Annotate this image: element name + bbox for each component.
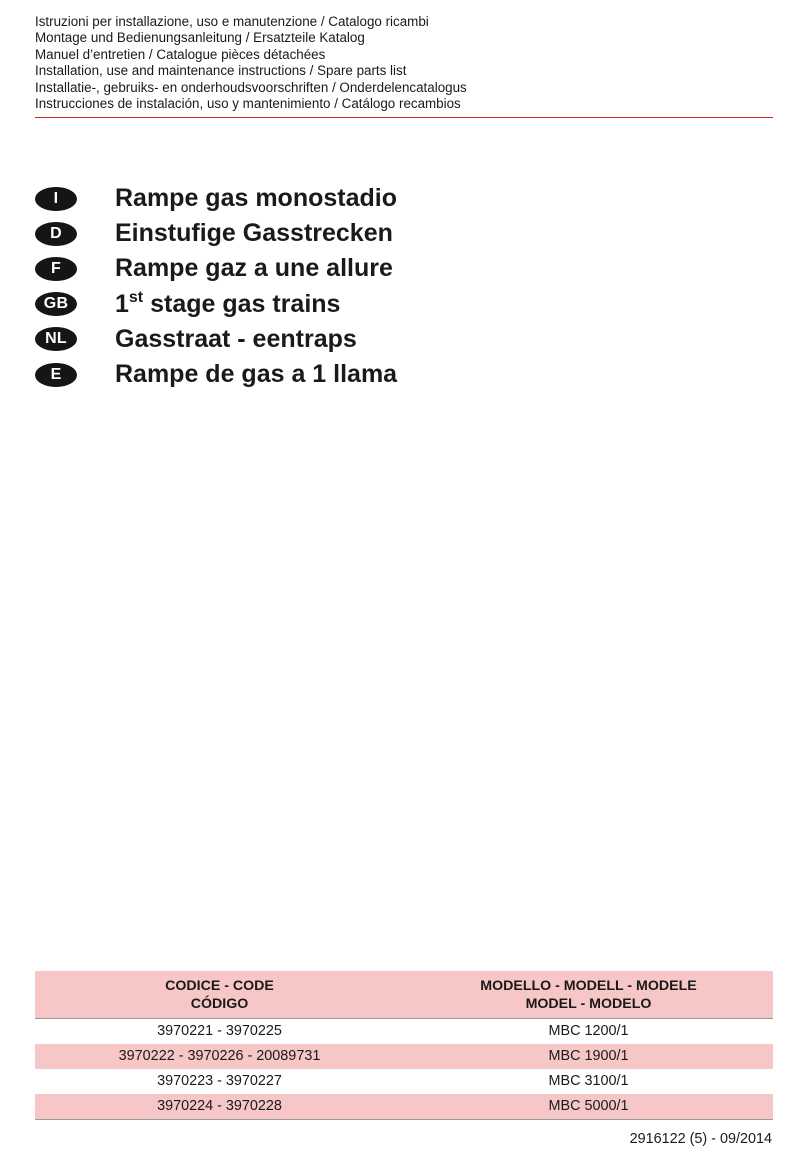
model-code-table [35,971,773,1120]
title-text-nl: Gasstraat - eentraps [115,324,357,353]
title-text-es: Rampe de gas a 1 llama [115,360,398,389]
table-row [35,1069,773,1094]
code-cell: 3970223 - 3970227 [157,1073,282,1089]
code-cell: 3970221 - 3970225 [157,1023,282,1039]
header-line: Installatie-, gebruiks- en onderhoudsvoorschriften / Onderdelencatalogus [35,79,467,95]
code-cell: 3970224 - 3970228 [35,1094,404,1120]
column-header-code [35,971,404,1019]
title-text-de: Einstufige Gasstrecken [115,219,393,248]
column-header-code-line1: CODICE - CODE [165,978,274,994]
title-text-gb [115,290,340,319]
document-header [35,14,775,112]
model-cell: MBC 1900/1 [548,1048,629,1064]
header-line: Istruzioni per installazione, uso e manutenzione / Catalogo ricambi [35,14,429,29]
language-badge-de: D [35,222,77,246]
title-row-nl [35,322,397,357]
language-badge-it: I [35,187,77,211]
title-row-fr [35,251,397,286]
language-badge-fr: F [35,257,77,281]
title-row-it [35,181,397,216]
title-row-de [35,216,397,251]
table-header-row [35,971,773,1019]
title-text-fr: Rampe gaz a une allure [115,254,393,283]
model-cell: MBC 3100/1 [548,1073,629,1089]
header-line: Installation, use and maintenance instructions / Spare parts list [35,63,407,79]
title-row-es [35,357,397,392]
header-line: Montage und Bedienungsanleitung / Ersatzteile Katalog [35,30,365,46]
title-text-gb-rest: stage gas trains [143,289,341,318]
language-badge-gb: GB [35,292,77,316]
column-header-model [404,971,773,1019]
header-line: Instrucciones de instalación, uso y mantenimiento / Catálogo recambios [35,96,461,112]
column-header-code-line2: CÓDIGO [190,996,249,1012]
title-ordinal-number: 1 [115,289,129,318]
language-badge-es: E [35,363,77,387]
language-badge-nl: NL [35,327,77,351]
header-divider [35,117,773,118]
column-header-model-line1: MODELLO - MODELL - MODELE [480,978,697,994]
document-number: 2916122 (5) - 09/2014 [629,1131,772,1147]
code-cell: 3970222 - 3970226 - 20089731 [118,1048,321,1064]
model-cell: MBC 1200/1 [548,1023,629,1039]
title-ordinal-suffix: st [128,288,144,306]
table-row [35,1094,773,1120]
title-text-it: Rampe gas monostadio [115,184,397,213]
table-row [35,1019,773,1045]
model-cell: MBC 5000/1 [404,1094,773,1120]
table-row [35,1044,773,1069]
title-row-gb [35,287,397,322]
column-header-model-line2: MODEL - MODELO [525,996,652,1012]
header-line: Manuel d’entretien / Catalogue pièces détachées [35,46,326,62]
title-list [35,181,397,392]
